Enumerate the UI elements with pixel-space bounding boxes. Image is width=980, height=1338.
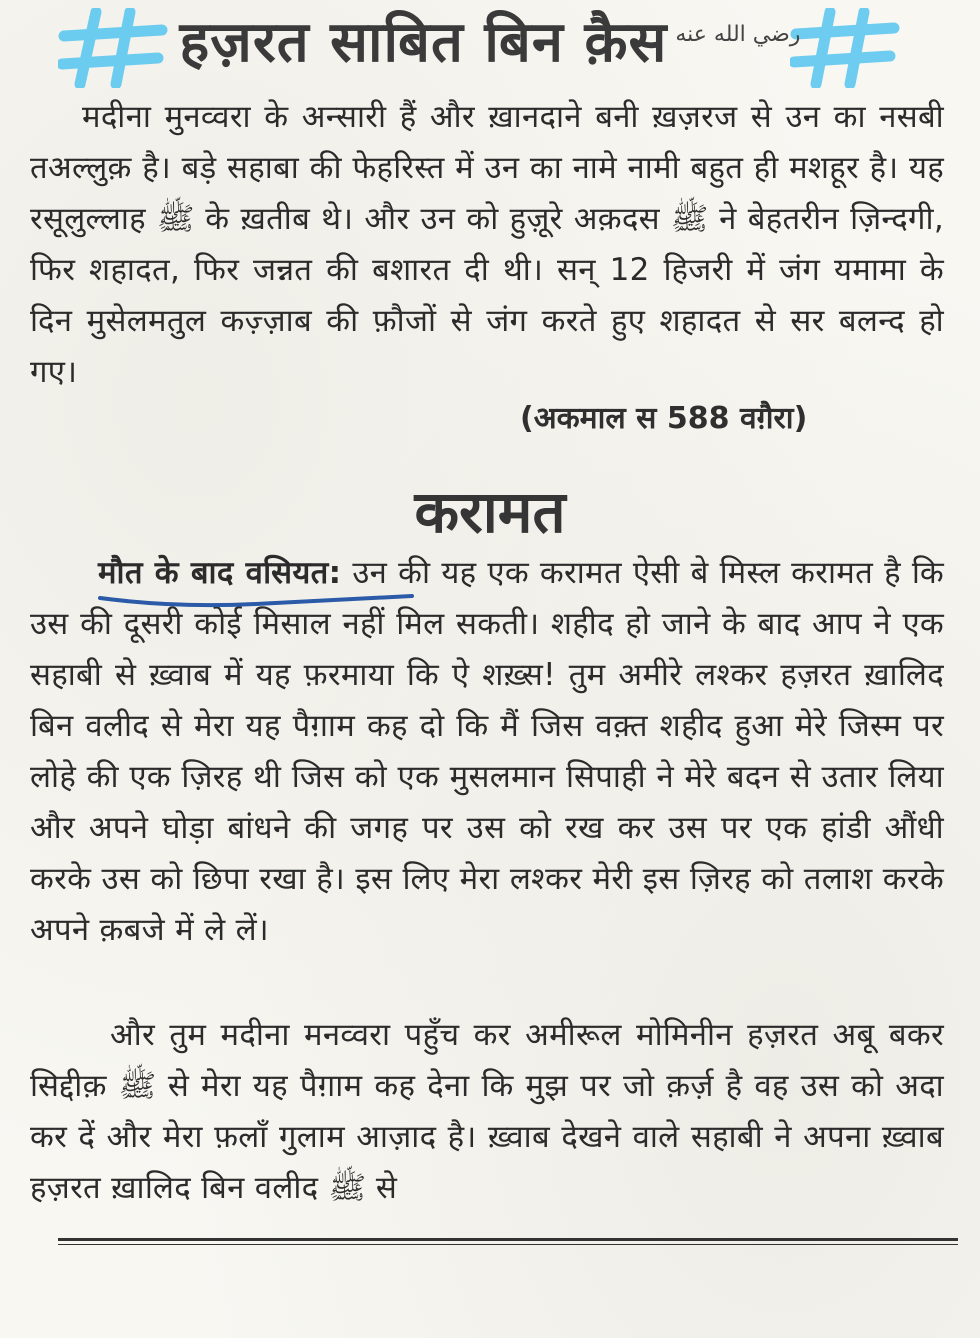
intro-paragraph: मदीना मुनव्वरा के अन्सारी हैं और ख़ानदाने बनी ख़ज़रज से उन का नसबी तअल्लुक़ है। बड़े सहाबा की फेहरिस्त में उन का नामे नामी बहुत ही मशहूर है। यह रसूलुल्लाह ﷺ के ख़तीब थे। और उन को हुज़ूरे अक़दस ﷺ ने बेहतरीन ज़िन्दगी, फिर शहादत, फिर जन्नत की बशारत दी थी। सन् 12 हिजरी में जंग यमामा के दिन मुसेलमतुल कज़्ज़ाब की फ़ौजों से जंग करते हुए शहादत से सर बलन्द हो गए। — [30, 99, 944, 390]
citation: (अकमाल स 588 वग़ैरा) — [520, 401, 808, 436]
section-heading: करामत — [414, 478, 566, 546]
title-text: हज़रत साबित बिन क़ैस — [179, 10, 668, 75]
subheading: मौत के बाद वसियत: — [98, 555, 342, 591]
pen-underline-icon — [96, 588, 416, 612]
karamat-body: उन की यह एक करामत ऐसी बे मिस्ल करामत है कि उस की दूसरी कोई मिसाल नहीं मिल सकती। शहीद हो जाने के बाद आप ने एक सहाबी से ख़्वाब में यह फ़रमाया कि ऐ शख़्स! तुम अमीरे लश्कर हज़रत ख़ालिद बिन वलीद से मेरा यह पैग़ाम कह दो कि मैं जिस वक़्त शहीद हुआ मेरे जिस्म पर लोहे की एक ज़िरह थी जिस को एक मुसलमान सिपाही ने मेरे बदन से उतार लिया और अपने घोड़ा बांधने की जगह पर उस को रख कर उस पर एक हांडी औंधी करके उस को छिपा रखा है। इस लिए मेरा लश्कर मेरी इस ज़िरह को तलाश करके अपने क़बजे में ले लें। — [30, 555, 945, 948]
honorific-text: رضي الله عنه — [675, 22, 801, 48]
page-title — [0, 2, 980, 78]
bottom-rule — [58, 1238, 958, 1241]
second-paragraph: और तुम मदीना मनव्वरा पहुँच कर अमीरूल मोमिनीन हज़रत अबू बकर सिद्दीक़ ﷺ से मेरा यह पैग़ाम कह देना कि मुझ पर जो क़र्ज़ है वह उस को अदा कर दें और मेरा फ़लाँ गुलाम आज़ाद है। ख़्वाब देखने वाले सहाबी ने अपना ख़्वाब हज़रत ख़ालिद बिन वलीद ﷺ से — [30, 1017, 944, 1206]
bottom-rule-thin — [58, 1244, 958, 1245]
